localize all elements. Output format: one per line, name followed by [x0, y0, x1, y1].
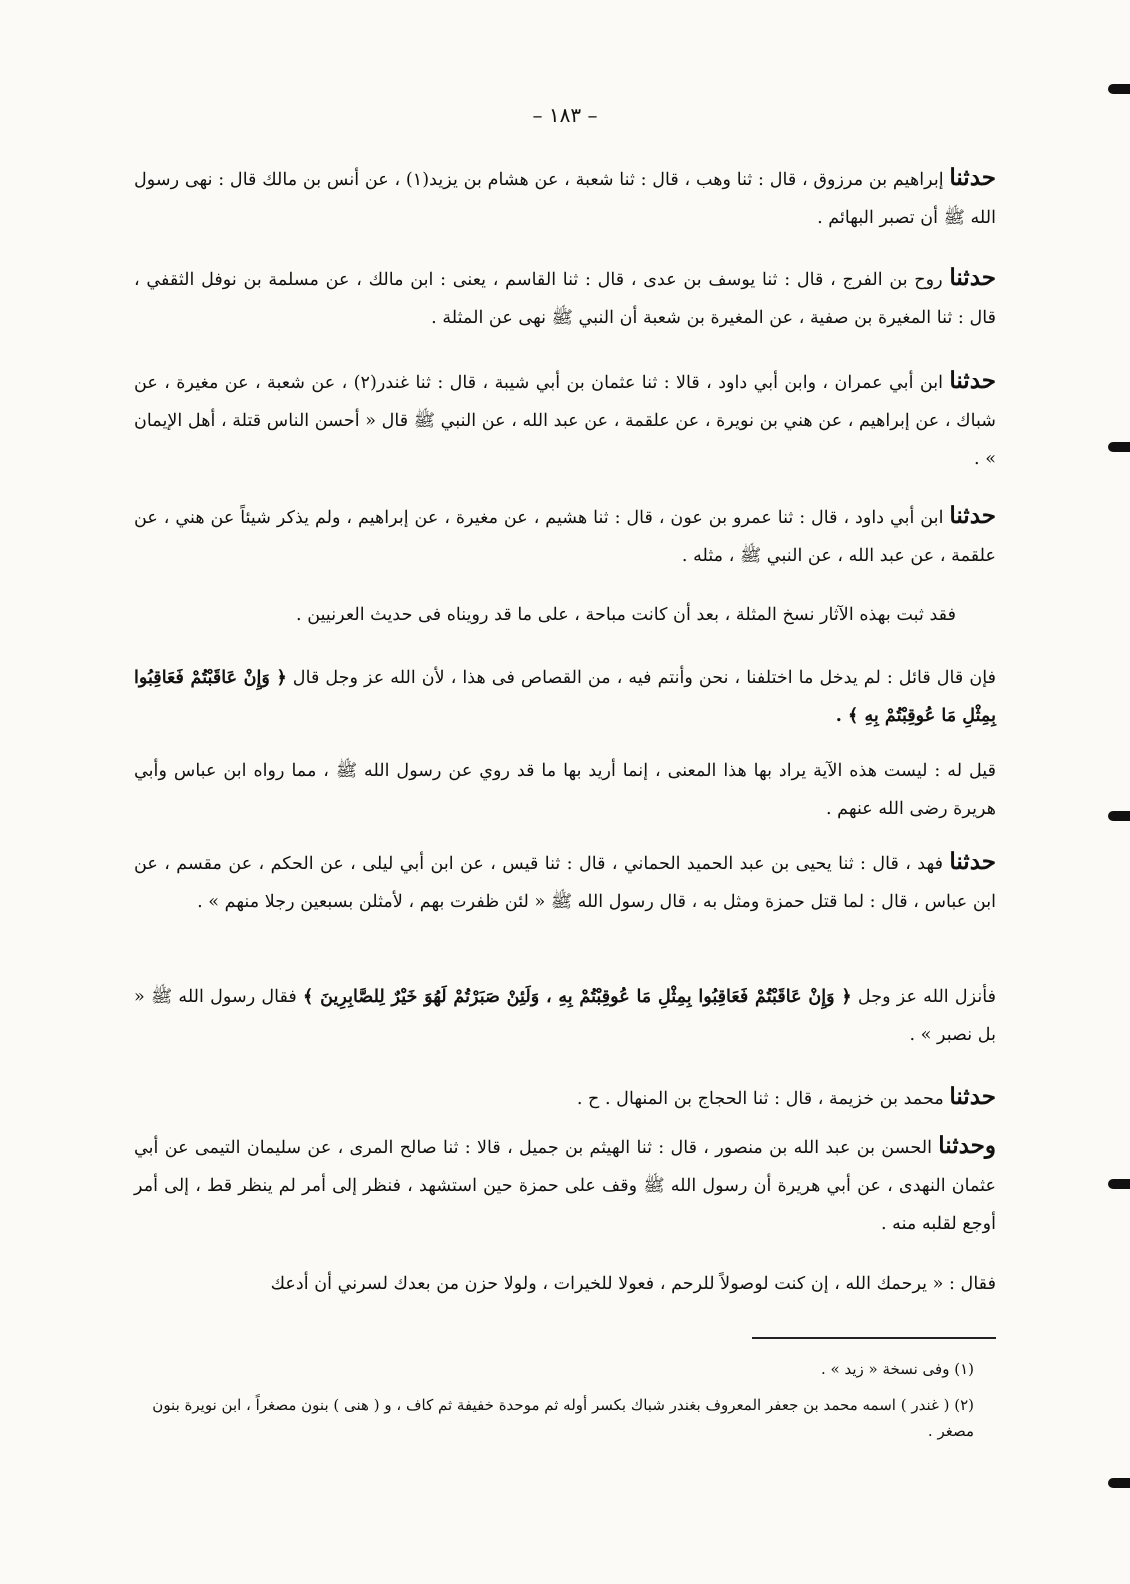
- scan-edge-mark: [1108, 1478, 1130, 1488]
- paragraph-text: إبراهيم بن مرزوق ، قال : ثنا وهب ، قال : ثنا شعبة ، عن هشام بن يزيد(١) ، عن أنس بن مالك قال : نهى رسول الله ﷺ أن تصبر البهائم .: [134, 170, 996, 228]
- paragraph-lead: حدثنا: [949, 1083, 996, 1110]
- footnote: (١) وفى نسخة « زيد » .: [821, 1360, 974, 1378]
- footnote-divider: [752, 1337, 996, 1339]
- quran-verse: ﴿ وَإِنْ عَاقَبْتُمْ فَعَاقِبُوا بِمِثْلِ مَا عُوقِبْتُمْ بِهِ ، وَلَئِنْ صَبَرْتُمْ لَهُوَ خَيْرٌ لِلصَّابِرِينَ ﴾: [303, 986, 852, 1007]
- hadith-paragraph: [134, 1078, 996, 1118]
- scan-edge-mark: [1108, 811, 1130, 821]
- paragraph-text: فإن قال قائل : لم يدخل ما اختلفنا ، نحن وأنتم فيه ، من القصاص فى هذا ، لأن الله عز وجل قال: [292, 668, 997, 688]
- hadith-paragraph: [134, 159, 996, 237]
- paragraph-text: فأنزل الله عز وجل: [857, 987, 997, 1007]
- paragraph-text: فهد ، قال : ثنا يحيى بن عبد الحميد الحماني ، قال : ثنا قيس ، عن ابن أبي ليلى ، عن الحكم ، عن مقسم ، عن ابن عباس ، قال : لما قتل حمزة ومثل به ، قال رسول الله ﷺ « لئن ظفرت بهم ، لأمثلن بسبعين رجلا منهم » .: [134, 854, 996, 912]
- footnote: (٢) ( غندر ) اسمه محمد بن جعفر المعروف بغندر شباك بكسر أوله ثم موحدة خفيفة ثم كاف ، و ( هنى ) بنون مصغراً ، ابن نويرة بنون مصغر .: [152, 1396, 974, 1440]
- hadith-paragraph: [134, 259, 996, 337]
- commentary-paragraph: [134, 596, 956, 634]
- hadith-paragraph: [134, 843, 996, 921]
- scan-edge-mark: [1108, 1179, 1130, 1189]
- commentary-paragraph: [134, 659, 996, 735]
- scan-edge-mark: [1108, 442, 1130, 452]
- paragraph-text: الحسن بن عبد الله بن منصور ، قال : ثنا الهيثم بن جميل ، قالا : ثنا صالح المرى ، عن سليمان التيمى عن أبي عثمان النهدى ، عن أبي هريرة أن رسول الله ﷺ وقف على حمزة حين استشهد ، فنظر إلى أمر لم ينظر قط ، إلى أمر أوجع لقلبه منه .: [134, 1138, 996, 1234]
- paragraph-lead: حدثنا: [949, 848, 996, 875]
- page-number: – ١٨٣ –: [532, 103, 598, 127]
- paragraph-lead: وحدثنا: [938, 1132, 996, 1159]
- paragraph-text: روح بن الفرج ، قال : ثنا يوسف بن عدى ، قال : ثنا القاسم ، يعنى : ابن مالك ، عن مسلمة بن نوفل الثقفي ، قال : ثنا المغيرة بن صفية ، عن المغيرة بن شعبة أن النبي ﷺ نهى عن المثلة .: [134, 270, 996, 328]
- quran-verse: ﴿ وَإِنْ عَاقَبْتُمْ فَعَاقِبُوا بِمِثْلِ مَا عُوقِبْتُمْ بِهِ ﴾ .: [134, 667, 996, 726]
- paragraph-text: قيل له : ليست هذه الآية يراد بها هذا المعنى ، إنما أريد بها ما قد روي عن رسول الله ﷺ ، مما رواه ابن عباس وأبي هريرة رضى الله عنهم .: [134, 761, 996, 819]
- paragraph-text: فقد ثبت بهذه الآثار نسخ المثلة ، بعد أن كانت مباحة ، على ما قد رويناه فى حديث العرنيين .: [296, 605, 956, 625]
- paragraph-text: فقال : « يرحمك الله ، إن كنت لوصولاً للرحم ، فعولا للخيرات ، ولولا حزن من بعدك لسرني أن أدعك: [270, 1274, 996, 1294]
- paragraph-text-continued: فقال رسول الله ﷺ « بل نصبر » .: [134, 987, 996, 1045]
- scan-edge-mark: [1108, 84, 1130, 94]
- commentary-paragraph: [134, 978, 996, 1054]
- paragraph-lead: حدثنا: [949, 367, 996, 394]
- paragraph-lead: حدثنا: [949, 164, 996, 191]
- paragraph-text: محمد بن خزيمة ، قال : ثنا الحجاج بن المنهال . ح .: [576, 1089, 944, 1109]
- paragraph-lead: حدثنا: [949, 264, 996, 291]
- commentary-paragraph: [134, 752, 996, 828]
- hadith-paragraph: [134, 1127, 996, 1243]
- paragraph-text: ابن أبي داود ، قال : ثنا عمرو بن عون ، قال : ثنا هشيم ، عن مغيرة ، عن إبراهيم ، ولم يذكر شيئاً عن هني ، عن علقمة ، عن عبد الله ، عن النبي ﷺ ، مثله .: [134, 508, 996, 566]
- hadith-paragraph: [134, 497, 996, 575]
- paragraph-lead: حدثنا: [949, 502, 996, 529]
- commentary-paragraph: [134, 1265, 996, 1303]
- paragraph-text: ابن أبي عمران ، وابن أبي داود ، قالا : ثنا عثمان بن أبي شيبة ، قال : ثنا غندر(٢) ، عن شعبة ، عن مغيرة ، عن شباك ، عن إبراهيم ، عن هني بن نويرة ، عن علقمة ، عن عبد الله ، عن النبي ﷺ قال « أحسن الناس قتلة ، أهل الإيمان » .: [134, 373, 997, 469]
- hadith-paragraph: [134, 362, 996, 478]
